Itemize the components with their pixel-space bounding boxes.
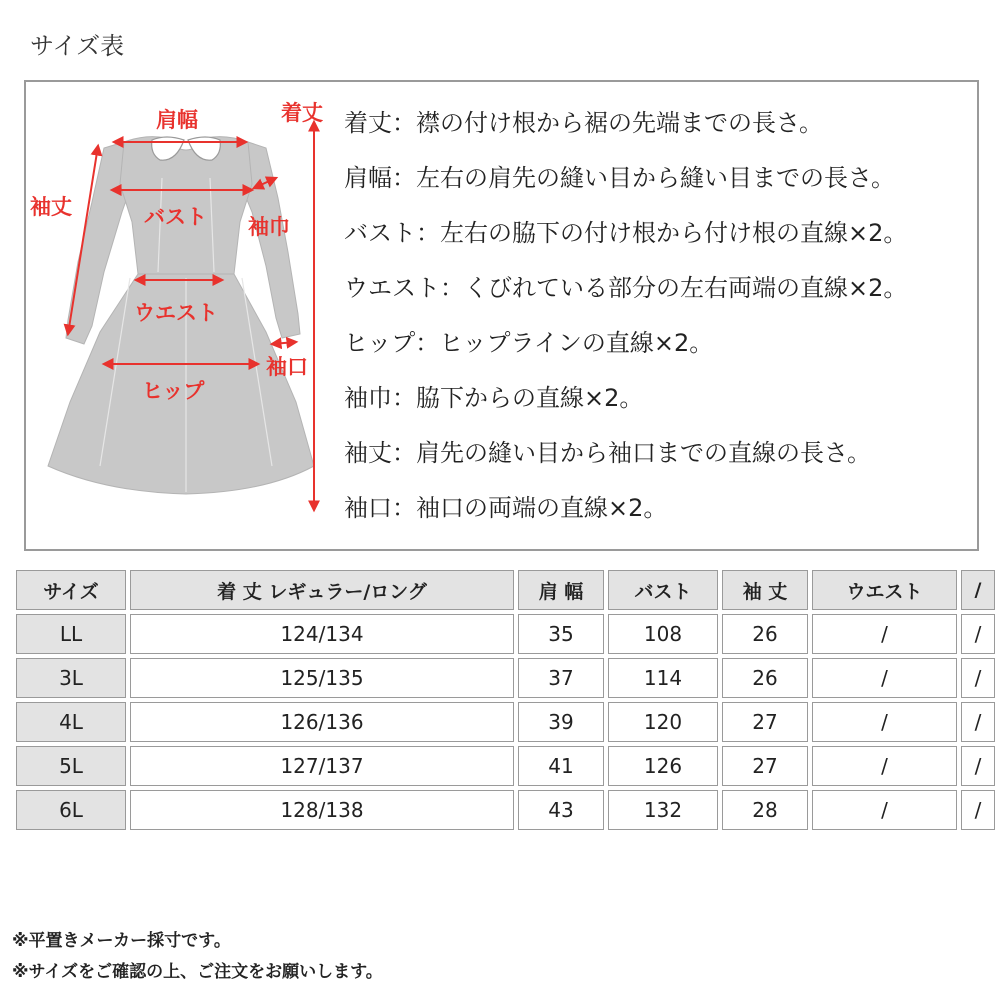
size-cell: LL <box>16 614 126 654</box>
bust-cell: 120 <box>608 702 718 742</box>
definition-waist: ウエスト：くびれている部分の左右両端の直線×2。 <box>344 274 908 302</box>
header-shoulder: 肩 幅 <box>518 570 604 610</box>
waist-cell: / <box>812 658 957 698</box>
definition-length: 着丈：襟の付け根から裾の先端までの長さ。 <box>344 109 824 137</box>
definition-sleeve-length: 袖丈：肩先の縫い目から袖口までの直線の長さ。 <box>344 439 872 467</box>
table-row <box>16 746 995 786</box>
length-cell: 127/137 <box>130 746 514 786</box>
table-row <box>16 614 995 654</box>
dress-diagram <box>26 82 346 552</box>
cuff-label: 袖口 <box>266 355 308 379</box>
extra-cell: / <box>961 658 995 698</box>
sleeve-length-label: 袖丈 <box>30 195 72 219</box>
page-title: サイズ表 <box>30 32 125 60</box>
measurement-guide <box>24 80 979 551</box>
extra-cell: / <box>961 614 995 654</box>
length-cell: 125/135 <box>130 658 514 698</box>
sleeve-width-label: 袖巾 <box>248 215 290 239</box>
header-bust: バスト <box>608 570 718 610</box>
sleeve-length-cell: 26 <box>722 614 808 654</box>
extra-cell: / <box>961 702 995 742</box>
table-row <box>16 702 995 742</box>
waist-cell: / <box>812 614 957 654</box>
hip-label: ヒップ <box>142 379 205 403</box>
length-label: 着丈 <box>281 101 323 125</box>
bust-cell: 114 <box>608 658 718 698</box>
size-table <box>12 566 999 834</box>
definition-sleeve-width: 袖巾：脇下からの直線×2。 <box>344 384 644 412</box>
header-size: サイズ <box>16 570 126 610</box>
waist-cell: / <box>812 702 957 742</box>
sleeve-length-cell: 26 <box>722 658 808 698</box>
shoulder-cell: 39 <box>518 702 604 742</box>
shoulder-label: 肩幅 <box>156 108 198 132</box>
table-header-row <box>16 570 995 610</box>
size-cell: 4L <box>16 702 126 742</box>
length-cell: 126/136 <box>130 702 514 742</box>
bust-cell: 132 <box>608 790 718 830</box>
header-waist: ウエスト <box>812 570 957 610</box>
size-cell: 6L <box>16 790 126 830</box>
extra-cell: / <box>961 790 995 830</box>
bust-cell: 108 <box>608 614 718 654</box>
header-sleeve-length: 袖 丈 <box>722 570 808 610</box>
shoulder-cell: 37 <box>518 658 604 698</box>
waist-cell: / <box>812 746 957 786</box>
length-cell: 128/138 <box>130 790 514 830</box>
header-extra: / <box>961 570 995 610</box>
table-row <box>16 658 995 698</box>
definition-shoulder: 肩幅：左右の肩先の縫い目から縫い目までの長さ。 <box>344 164 896 192</box>
note-measurement: ※平置きメーカー採寸です。 <box>12 931 231 951</box>
waist-cell: / <box>812 790 957 830</box>
header-length: 着 丈 レギュラー/ロング <box>130 570 514 610</box>
definition-bust: バスト：左右の脇下の付け根から付け根の直線×2。 <box>344 219 908 247</box>
definition-list <box>344 96 907 536</box>
length-cell: 124/134 <box>130 614 514 654</box>
sleeve-length-cell: 27 <box>722 702 808 742</box>
waist-label: ウエスト <box>134 301 218 325</box>
table-row <box>16 790 995 830</box>
cuff-arrow <box>272 342 296 344</box>
sleeve-length-cell: 28 <box>722 790 808 830</box>
sleeve-length-cell: 27 <box>722 746 808 786</box>
bust-cell: 126 <box>608 746 718 786</box>
note-confirm-size: ※サイズをご確認の上、ご注文をお願いします。 <box>12 962 383 982</box>
shoulder-cell: 43 <box>518 790 604 830</box>
bust-label: バスト <box>144 205 207 229</box>
shoulder-cell: 35 <box>518 614 604 654</box>
size-cell: 3L <box>16 658 126 698</box>
extra-cell: / <box>961 746 995 786</box>
definition-cuff: 袖口：袖口の両端の直線×2。 <box>344 494 668 522</box>
shoulder-cell: 41 <box>518 746 604 786</box>
size-cell: 5L <box>16 746 126 786</box>
definition-hip: ヒップ：ヒップラインの直線×2。 <box>344 329 714 357</box>
